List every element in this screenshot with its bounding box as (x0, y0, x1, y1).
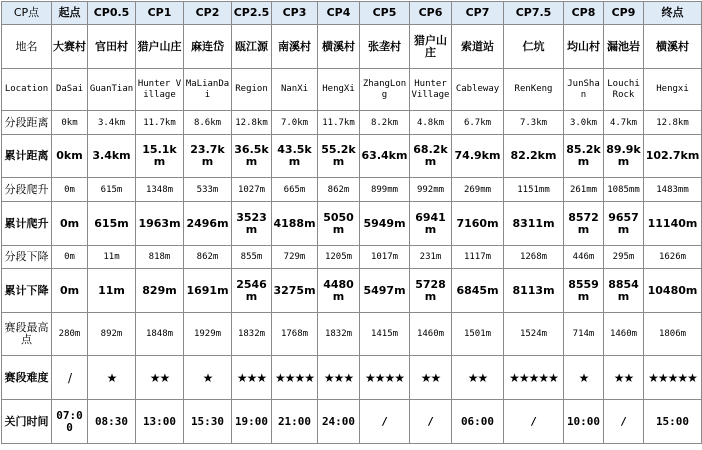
table-cell: 5050m (318, 202, 360, 246)
table-cell: 1768m (272, 313, 318, 356)
difficulty-row (2, 356, 702, 400)
table-cell: 85.2km (564, 135, 604, 178)
table-cell: 1348m (136, 178, 184, 202)
table-cell: 8113m (504, 269, 564, 313)
table-cell: 大赛村 (52, 25, 88, 69)
table-cell: 1117m (452, 246, 504, 269)
max-elevation-row (2, 313, 702, 356)
table-cell: / (410, 400, 452, 444)
table-cell: 索道站 (452, 25, 504, 69)
table-cell: 1460m (604, 313, 644, 356)
table-cell: GuanTian (88, 69, 136, 111)
table-cell: 1017m (360, 246, 410, 269)
table-cell: 3.4km (88, 111, 136, 135)
table-cell: 8572m (564, 202, 604, 246)
table-cell: ★★★★ (272, 356, 318, 400)
table-cell: / (360, 400, 410, 444)
table-cell: ★ (88, 356, 136, 400)
table-cell: 992mm (410, 178, 452, 202)
table-cell: Cableway (452, 69, 504, 111)
table-cell: 1929m (184, 313, 232, 356)
table-cell: 74.9km (452, 135, 504, 178)
table-cell: 1268m (504, 246, 564, 269)
table-cell: 665m (272, 178, 318, 202)
table-cell: 1806m (644, 313, 702, 356)
table-cell: 官田村 (88, 25, 136, 69)
table-cell: ★ (184, 356, 232, 400)
segment-descent-row (2, 246, 702, 269)
table-cell: ★ (564, 356, 604, 400)
header-cell: 起点 (52, 2, 88, 25)
table-cell: 729m (272, 246, 318, 269)
table-cell: 7.3km (504, 111, 564, 135)
table-cell: 714m (564, 313, 604, 356)
table-cell: 15.1km (136, 135, 184, 178)
row-label: Location (2, 69, 52, 111)
table-cell: 横溪村 (318, 25, 360, 69)
table-cell: 280m (52, 313, 88, 356)
table-cell: MaLianDai (184, 69, 232, 111)
table-cell: 1205m (318, 246, 360, 269)
table-cell: 仁坑 (504, 25, 564, 69)
table-cell: 0km (52, 111, 88, 135)
header-cell: CP点 (2, 2, 52, 25)
table-cell: 615m (88, 202, 136, 246)
table-cell: 漏池岩 (604, 25, 644, 69)
table-cell: ★★★★★ (644, 356, 702, 400)
table-cell: ★★ (452, 356, 504, 400)
table-cell: 5497m (360, 269, 410, 313)
table-cell: 4188m (272, 202, 318, 246)
table-cell: Region (232, 69, 272, 111)
row-label: 累计爬升 (2, 202, 52, 246)
table-cell: 2546m (232, 269, 272, 313)
table-cell: 855m (232, 246, 272, 269)
table-cell: 0m (52, 269, 88, 313)
table-cell: 5728m (410, 269, 452, 313)
table-cell: 1483mm (644, 178, 702, 202)
header-cell: CP7.5 (504, 2, 564, 25)
table-cell: 12.8km (232, 111, 272, 135)
header-cell: CP4 (318, 2, 360, 25)
header-cell: CP0.5 (88, 2, 136, 25)
table-cell: 1524m (504, 313, 564, 356)
table-cell: 68.2km (410, 135, 452, 178)
header-cell: CP8 (564, 2, 604, 25)
table-cell: 1460m (410, 313, 452, 356)
table-cell: 0m (52, 202, 88, 246)
table-cell: ★★★ (232, 356, 272, 400)
table-cell: 9657m (604, 202, 644, 246)
table-cell: 08:30 (88, 400, 136, 444)
table-cell: 615m (88, 178, 136, 202)
header-cell: CP5 (360, 2, 410, 25)
table-cell: 1691m (184, 269, 232, 313)
table-cell: 瓯江源 (232, 25, 272, 69)
cumulative-descent-row (2, 269, 702, 313)
table-cell: 10:00 (564, 400, 604, 444)
table-cell: 1832m (232, 313, 272, 356)
table-cell: 6.7km (452, 111, 504, 135)
table-cell: 7160m (452, 202, 504, 246)
table-cell: 15:00 (644, 400, 702, 444)
table-cell: DaSai (52, 69, 88, 111)
table-cell: 23.7km (184, 135, 232, 178)
table-cell: 1027m (232, 178, 272, 202)
table-cell: 2496m (184, 202, 232, 246)
table-cell: NanXi (272, 69, 318, 111)
table-cell: 1085mm (604, 178, 644, 202)
row-label: 分段距离 (2, 111, 52, 135)
table-cell: 231m (410, 246, 452, 269)
table-cell: 24:00 (318, 400, 360, 444)
table-cell: 均山村 (564, 25, 604, 69)
table-cell: 横溪村 (644, 25, 702, 69)
table-cell: 261mm (564, 178, 604, 202)
table-cell: 4480m (318, 269, 360, 313)
table-cell: 4.8km (410, 111, 452, 135)
table-cell: 1626m (644, 246, 702, 269)
table-cell: JunShan (564, 69, 604, 111)
table-cell: 862m (318, 178, 360, 202)
table-cell: 11.7km (136, 111, 184, 135)
header-row (2, 2, 702, 25)
table-cell: HengXi (318, 69, 360, 111)
header-cell: CP2.5 (232, 2, 272, 25)
table-cell: ★★★★ (360, 356, 410, 400)
table-cell: 19:00 (232, 400, 272, 444)
table-cell: 3275m (272, 269, 318, 313)
table-cell: 猎户山庄 (136, 25, 184, 69)
table-cell: 899mm (360, 178, 410, 202)
table-cell: 55.2km (318, 135, 360, 178)
row-label: 分段爬升 (2, 178, 52, 202)
table-cell: 3523m (232, 202, 272, 246)
table-cell: 11m (88, 269, 136, 313)
table-cell: 麻连岱 (184, 25, 232, 69)
row-label: 地名 (2, 25, 52, 69)
table-cell: 818m (136, 246, 184, 269)
table-cell: 1151mm (504, 178, 564, 202)
header-cell: CP1 (136, 2, 184, 25)
table-cell: ZhangLong (360, 69, 410, 111)
segment-ascent-row (2, 178, 702, 202)
table-cell: 06:00 (452, 400, 504, 444)
table-cell: 3.0km (564, 111, 604, 135)
table-cell: 0m (52, 178, 88, 202)
table-cell: 269mm (452, 178, 504, 202)
table-cell: 0km (52, 135, 88, 178)
table-cell: 6845m (452, 269, 504, 313)
table-cell: 21:00 (272, 400, 318, 444)
table-cell: 11m (88, 246, 136, 269)
table-cell: 892m (88, 313, 136, 356)
header-cell: CP6 (410, 2, 452, 25)
cumulative-distance-row (2, 135, 702, 178)
header-cell: CP7 (452, 2, 504, 25)
table-cell: 南溪村 (272, 25, 318, 69)
table-cell: 1832m (318, 313, 360, 356)
table-cell: 1848m (136, 313, 184, 356)
table-cell: 5949m (360, 202, 410, 246)
table-cell: 295m (604, 246, 644, 269)
table-cell: 36.5km (232, 135, 272, 178)
table-cell: 11.7km (318, 111, 360, 135)
table-cell: Louchi Rock (604, 69, 644, 111)
table-cell: ★★ (604, 356, 644, 400)
row-label: 关门时间 (2, 400, 52, 444)
table-cell: 82.2km (504, 135, 564, 178)
header-cell: 终点 (644, 2, 702, 25)
table-cell: 862m (184, 246, 232, 269)
table-cell: 446m (564, 246, 604, 269)
row-label: 分段下降 (2, 246, 52, 269)
table-cell: 1963m (136, 202, 184, 246)
header-cell: CP2 (184, 2, 232, 25)
table-cell: 7.0km (272, 111, 318, 135)
table-cell: 07:00 (52, 400, 88, 444)
table-cell: / (52, 356, 88, 400)
table-cell: ★★ (136, 356, 184, 400)
table-cell: 11140m (644, 202, 702, 246)
table-cell: 15:30 (184, 400, 232, 444)
table-cell: 102.7km (644, 135, 702, 178)
checkpoint-table (1, 1, 702, 444)
table-cell: 89.9km (604, 135, 644, 178)
table-cell: Hunter Village (136, 69, 184, 111)
table-cell: / (604, 400, 644, 444)
table-cell: 8.6km (184, 111, 232, 135)
table-cell: 8311m (504, 202, 564, 246)
header-cell: CP9 (604, 2, 644, 25)
table-cell: 8559m (564, 269, 604, 313)
table-cell: ★★★ (318, 356, 360, 400)
table-cell: / (504, 400, 564, 444)
table-cell: 12.8km (644, 111, 702, 135)
table-cell: 8854m (604, 269, 644, 313)
table-cell: 63.4km (360, 135, 410, 178)
table-cell: RenKeng (504, 69, 564, 111)
table-cell: ★★★★★ (504, 356, 564, 400)
row-label: 累计下降 (2, 269, 52, 313)
table-cell: 6941m (410, 202, 452, 246)
table-cell: Hengxi (644, 69, 702, 111)
table-cell: 4.7km (604, 111, 644, 135)
checkpoint-table-container (1, 1, 702, 444)
table-cell: 1501m (452, 313, 504, 356)
cumulative-ascent-row (2, 202, 702, 246)
place-name-row (2, 25, 702, 69)
table-cell: 张垄村 (360, 25, 410, 69)
table-cell: 533m (184, 178, 232, 202)
row-label: 赛段最高点 (2, 313, 52, 356)
table-cell: 10480m (644, 269, 702, 313)
row-label: 累计距离 (2, 135, 52, 178)
table-cell: 0m (52, 246, 88, 269)
table-cell: 8.2km (360, 111, 410, 135)
location-row (2, 69, 702, 111)
table-cell: Hunter Village (410, 69, 452, 111)
table-cell: 猎户山庄 (410, 25, 452, 69)
table-cell: 43.5km (272, 135, 318, 178)
cutoff-time-row (2, 400, 702, 444)
header-cell: CP3 (272, 2, 318, 25)
table-cell: 829m (136, 269, 184, 313)
table-cell: 1415m (360, 313, 410, 356)
table-cell: ★★ (410, 356, 452, 400)
segment-distance-row (2, 111, 702, 135)
table-cell: 3.4km (88, 135, 136, 178)
table-cell: 13:00 (136, 400, 184, 444)
row-label: 赛段难度 (2, 356, 52, 400)
